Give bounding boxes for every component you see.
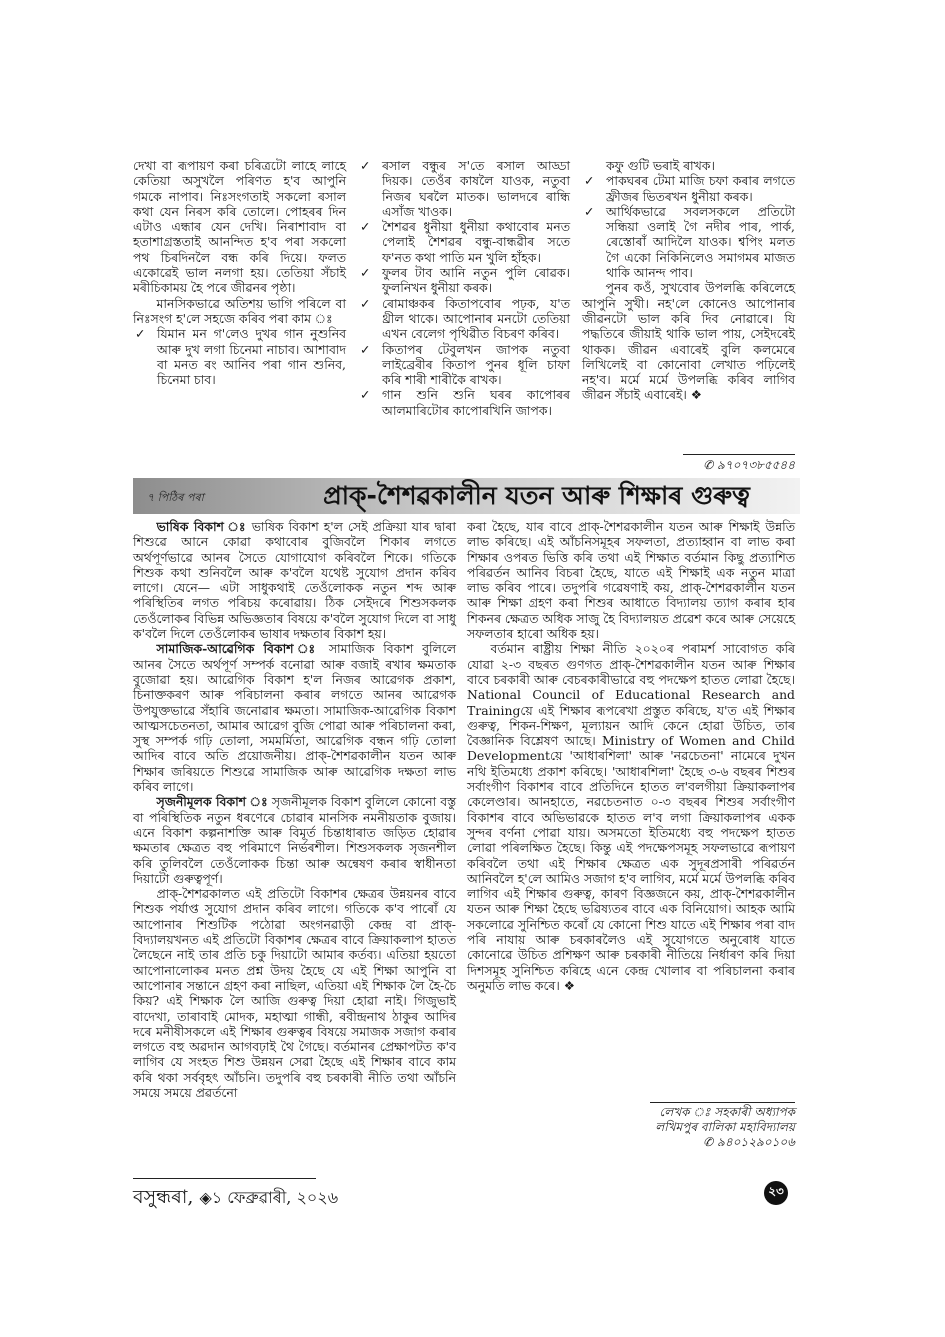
checklist-text: গান শুনি শুনি ঘৰৰ কাপোৰৰ আলমাৰিটোৰ কাপোৰখিনি জাপক। — [382, 387, 570, 418]
publication-name: বসুন্ধৰা, — [133, 1186, 194, 1208]
author-phone: ✆ ৯৪০১২৯০১০৬ — [703, 1135, 795, 1149]
paragraph: দেখা বা ৰূপায়ণ কৰা চৰিত্ৰটো লাহে লাহে কেতিয়া অসুখলৈ পৰিণত হ'ব আপুনি গমকে নাপাব। নিঃসংগতাই সকলো ৰসাল কথা যেন নিৰস কৰি তোলে। পোহৰৰ দিন এটাও এন্ধাৰ যেন দেখি। নিৰাশাবাদ বা হতাশাগ্ৰস্ততাই আনন্দিত হ'ব পৰা সকলো পথ চিৰদিনলৈ বন্ধ কৰি দিয়ে। ফলত একোৱেই ভাল নলগা হয়। তেতিয়া সঁচাই মৰীচিকাময় হৈ পৰে জীৱনৰ পৃষ্ঠা। — [133, 158, 346, 296]
paragraph — [133, 519, 456, 641]
check-icon: ✓ — [360, 219, 371, 235]
check-icon: ✓ — [584, 203, 595, 219]
check-icon: ✓ — [360, 295, 371, 311]
paragraph: কৰা হৈছে, যাৰ বাবে প্ৰাক্-শৈশৱকালীন যতন আৰু শিক্ষাই উন্নতি লাভ কৰিছে। এই আঁচনিসমূহৰ সফলতা, প্ৰত্যাহ্বান বা লাভ কৰা শিক্ষাৰ ওপৰত ভিত্তি কৰি তথা এই শিক্ষাত বৰ্তমান কিছু প্ৰত্যাশিত পৰিৱৰ্তন আনিব বিচৰা হৈছে, যাতে এই শিক্ষাই এক নতুন মাত্ৰা লাভ কৰিব পাৰে। তদুপৰি গৱেষণাই কয়, প্ৰাক্-শৈশৱকালীন যতন আৰু শিক্ষা গ্ৰহণ কৰা শিশুৰ আধাতে বিদ্যালয় ত্যাগ কৰাৰ হাৰ শিকনৰ ক্ষেত্ৰত অধিক সাজু হৈ বিদ্যালয়ত প্ৰৱেশ কৰে আৰু সেয়েহে সফলতাৰ হাৰো অধিক হয়। — [467, 519, 795, 642]
checklist-text: আৰ্থিকভাৱে সবলসকলে প্ৰতিটো সন্ধিয়া ওলাই গৈ নদীৰ পাৰ, পাৰ্ক, ৰেস্তোৰাঁ আদিলৈ যাওক। শ্বপিং মলত গৈ একো নিকিনিলেও সমাগমৰ মাজত থাকি আনন্দ পাব। — [606, 203, 795, 281]
divider — [650, 1102, 795, 1103]
author-credit — [600, 1105, 795, 1150]
continued-from-label: ৭ পিঠিৰ পৰা — [147, 491, 204, 504]
checklist-text: পাকঘৰৰ টেমা মাজি চফা কৰাৰ লগতে ফ্ৰীজৰ ভিতৰখন ধুনীয়া কৰক। — [606, 173, 795, 204]
checklist-item — [358, 387, 570, 418]
paragraph-text: সৃজনীমূলক বিকাশ বুলিলে কোনো বস্তু বা পৰিস্থিতিক নতুন ধৰণেৰে চোৱাৰ মানসিক নমনীয়তাক বুজায়। এনে বিকাশ কল্পনাশক্তি আৰু বিমূৰ্ত চিন্তাধাৰাত জড়িত হোৱাৰ ক্ষমতাৰ ক্ষেত্ৰত বহু পৰিমাণে নিৰ্ভৰশীল। শিশুসকলক সৃজনশীল কৰি তুলিবলৈ তেওঁলোকক চিন্তা আৰু অন্বেষণ কৰাৰ স্বাধীনতা দিয়াটো গুৰুত্বপূৰ্ণ। — [133, 794, 457, 886]
article-column-left — [133, 519, 456, 1100]
paragraph-text: ভাষিক বিকাশ হ'ল সেই প্ৰক্ৰিয়া যাৰ দ্বাৰা শিশুৱে আনে কোৱা কথাবোৰ বুজিবলৈ শিকাৰ লগতে অৰ্থপূৰ্ণভাৱে আনৰ সৈতে যোগাযোগ কৰিবলৈ শিকে। গতিকে শিশুক কথা শুনিবলৈ আৰু ক'বলৈ যথেষ্ট সুযোগ প্ৰদান কৰিব লাগে। যেনে— এটা সাধুকথাই তেওঁলোকক নতুন শব্দ আৰু পৰিস্থিতিৰ লগত পৰিচয় কৰোৱায়। ঠিক সেইদৰে শিশুসকলক তেওঁলোকৰ বিভিন্ন অভিজ্ঞতাৰ বিষয়ে ক'বলৈ সুযোগ দিলে বা সাধু ক'বলৈ দিলে তেওঁলোকৰ ভাষাৰ দক্ষতাৰ বিকাশ হয়। — [133, 519, 457, 642]
paragraph — [133, 794, 456, 886]
section-heading: সামাজিক-আৱেগিক বিকাশ ঃ — [156, 641, 321, 657]
checklist-item — [582, 204, 795, 280]
paragraph-text: সামাজিক বিকাশ বুলিলে আনৰ সৈতে অৰ্থপূৰ্ণ সম্পৰ্ক বনোৱা আৰু বজাই ৰখাৰ ক্ষমতাক বুজোৱা হয়। আৱেগিক বিকাশ হ'ল নিজৰ আৱেগক প্ৰকাশ, চিনাক্তকৰণ আৰু পৰিচালনা কৰাৰ লগতে আনৰ আৱেগক উপযুক্তভাৱে সঁহাৰি জনোৱাৰ ক্ষমতা। সামাজিক-আৱেগিক বিকাশ আত্মসচেতনতা, আমাৰ আৱেগ বুজি পোৱা আৰু পৰিচালনা কৰা, সুস্থ সম্পৰ্ক গঢ়ি তোলা, সমমৰ্মিতা, আৱেগিক বন্ধন গঢ়ি তোলা আদিৰ বাবে অতি প্ৰয়োজনীয়। প্ৰাক্-শৈশৱকালীন যতন আৰু শিক্ষাৰ জৰিয়তে শিশুৱে সামাজিক আৰু আৱেগিক দক্ষতা লাভ কৰিব লাগে। — [133, 641, 456, 795]
top-column-2 — [358, 158, 570, 418]
checklist-item — [358, 296, 570, 342]
page-number: ২৩ — [764, 1181, 788, 1205]
paragraph — [133, 641, 456, 794]
check-icon: ✓ — [360, 387, 371, 403]
checklist-item — [133, 326, 346, 387]
checklist-item — [358, 219, 570, 265]
check-icon: ✓ — [584, 173, 595, 189]
checklist-text: ৰোমাঞ্চকৰ কিতাপবোৰ পঢ়ক, য'ত থ্ৰীল থাকে। আপোনাৰ মনটো তেতিয়া এখন বেলেগ পৃথিৱীত বিচৰণ কৰিব। — [382, 295, 570, 342]
checklist-text: কিতাপৰ টেবুলখন জাপক নতুবা লাইব্ৰেৰীৰ কিতাপ পুনৰ ধূলি চাফা কৰি শাৰী শাৰীকৈ ৰাখক। — [382, 341, 570, 388]
paragraph: পুনৰ কওঁ, সুখবোৰ উপলব্ধি কৰিলেহে আপুনি সুখী। নহ'লে কোনেও আপোনাৰ জীৱনটো ভাল কৰি দিব নোৱাৰে। যি পদ্ধতিৰে জীয়াই থাকি ভাল পায়, সেইদৰেই থাকক। জীৱন এবাৰেই বুলি কলমেৰে লিখিলেই বা কোনোবা লেখাত পঢ়িলেই নহ'ব। মৰ্মে মৰ্মে উপলব্ধি কৰিব লাগিব জীৱন সঁচাই এবাৰেই। ❖ — [582, 280, 795, 403]
checklist-continuation: কফু গুটি ভৰাই ৰাখক। — [606, 158, 715, 173]
section-heading: সৃজনীমূলক বিকাশ ঃ — [156, 794, 268, 810]
top-column-1 — [133, 158, 346, 387]
footer-divider — [133, 1178, 316, 1179]
article-title: প্ৰাক্-শৈশৱকালীন যতন আৰু শিক্ষাৰ গুৰুত্ব — [323, 481, 750, 510]
checklist-item — [358, 265, 570, 296]
checklist-item — [358, 342, 570, 388]
author-institution: লখিমপুৰ বালিকা মহাবিদ্যালয় — [655, 1120, 795, 1134]
checklist-text: যিমান মন গ'লেও দুখৰ গান নুশুনিব আৰু দুখ লগা চিনেমা নাচাব। আশাবাদ বা মনত ৰং আনিব পৰা গান শুনিব, চিনেমা চাব। — [157, 326, 346, 388]
checklist-item — [358, 158, 570, 219]
paragraph: বৰ্তমান ৰাষ্ট্ৰীয় শিক্ষা নীতি ২০২০ৰ পৰামৰ্শ সাবোগত কৰি যোৱা ২-৩ বছৰত গুণগত প্ৰাক্-শৈশৱকালীন যতন আৰু শিক্ষাৰ বাবে চৰকাৰী আৰু বেচৰকাৰীভাৱে বহু পদক্ষেপ হাতত লোৱা হৈছে। National Council of Educational Research and Trainingয়ে এই শিক্ষাৰ ৰূপৰেখা প্ৰস্তুত কৰিছে, য'ত এই শিক্ষাৰ গুৰুত্ব, শিকন-শিক্ষণ, মূল্যায়ন আদি কেনে হোৱা উচিত, তাৰ বৈজ্ঞানিক বিশ্লেষণ আছে। Ministry of Women and Child Developmentয়ে 'আধাৰশিলা' আৰু 'নৱচেতনা' নামেৰে দুখন নথি ইতিমধ্যে প্ৰকাশ কৰিছে। 'আধাৰশিলা' হৈছে ৩-৬ বছৰৰ শিশুৰ সৰ্বাংগীণ বিকাশৰ বাবে প্ৰতিদিনে হাতত ল'বলগীয়া ক্ৰিয়াকলাপৰ কেলেণ্ডাৰ। আনহাতে, নৱচেতনাত ০-৩ বছৰৰ শিশুৰ সৰ্বাংগীণ বিকাশৰ বাবে অভিভাৱকে হাতত ল'ব লগা ক্ৰিয়াকলাপৰ একক সুন্দৰ বৰ্ণনা পোৱা যায়। অসমতো ইতিমধ্যে বহু পদক্ষেপ হাতত লোৱা পৰিলক্ষিত হৈছে। কিন্তু এই পদক্ষেপসমূহ সফলভাৱে ৰূপায়ণ কৰিবলৈ তথা এই শিক্ষাৰ ক্ষেত্ৰত এক সুদূৰপ্ৰসাৰী পৰিৱৰ্তন আনিবলৈ হ'লে আমিও সজাগ হ'ব লাগিব, মৰ্মে মৰ্মে উপলব্ধি কৰিব লাগিব এই শিক্ষাৰ গুৰুত্ব, কাৰণ বিজ্ঞজনে কয়, প্ৰাক্-শৈশৱকালীন যতন আৰু শিক্ষা হৈছে ভৱিষ্যতৰ বাবে এক বিনিয়োগ। আহক আমি সকলোৱে সুনিশ্চিত কৰোঁ যে কোনো শিশু যাতে এই শিক্ষাৰ পৰা বাদ পৰি নাযায় আৰু চৰকাৰলৈও এই সুযোগতে অনুৰোধ যাতে কোনোৱে উচিত প্ৰশিক্ষণ আৰু চৰকাৰী নীতিয়ে নিৰ্ধাৰণ কৰি দিয়া দিশসমূহ সুনিশ্চিত কৰিহে এনে কেন্দ্ৰ খোলাৰ বা পৰিচালনা কৰাৰ অনুমতি লাভ কৰে। ❖ — [467, 641, 795, 993]
checklist-text: ৰসাল বন্ধুৰ স'তে ৰসাল আড্ডা দিয়ক। তেওঁৰ কাষলৈ যাওক, নতুবা নিজৰ ঘৰলৈ মাতক। ভালদৰে ৰান্ধি এসাঁজ খাওক। — [382, 158, 570, 219]
author-designation: লেখক ঃ সহকাৰী অধ্যাপক — [659, 1105, 795, 1119]
checklist-item — [582, 173, 795, 204]
paragraph — [133, 886, 456, 1100]
check-icon: ✓ — [135, 326, 146, 342]
article-header-banner — [133, 478, 800, 514]
phone-number: ✆ ৯৭০৭৩৮৫৫৪৪ — [703, 458, 795, 472]
section-heading: ভাষিক বিকাশ ঃ — [156, 519, 247, 534]
check-icon: ✓ — [360, 158, 371, 173]
paragraph-text: প্ৰাক্-শৈশৱকালত এই প্ৰতিটো বিকাশৰ ক্ষেত্ৰৰ উন্নয়নৰ বাবে শিশুক পৰ্যাপ্ত সুযোগ প্ৰদান কৰিব লাগে। গতিকে ক'ব পাৰোঁ যে আপোনাৰ শিশুটিক পঠোৱা অংগনৱাড়ী কেন্দ্ৰ বা প্ৰাক্-বিদ্যালয়খনত এই প্ৰতিটো বিকাশৰ ক্ষেত্ৰৰ বাবে ক্ৰিয়াকলাপ হাতত লৈছেনে নাই তাৰ প্ৰতি চকু দিয়াটো আমাৰ কৰ্তব্য। এতিয়া হয়তো আপোনালোকৰ মনত প্ৰশ্ন উদয় হৈছে যে এই শিক্ষা আপুনি বা আপোনাৰ সন্তানে গ্ৰহণ কৰা নাছিল, এতিয়া এই শিক্ষাক লৈ হৈ-চৈ কিয়? এই শিক্ষাক লৈ আজি গুৰুত্ব দিয়া হোৱা নাই। গিজুভাই বাদেখা, তাৰাবাই মোদক, মহাত্মা গান্ধী, ৰবীন্দ্ৰনাথ ঠাকুৰ আদিৰ দৰে মনীষীসকলে এই শিক্ষাৰ গুৰুত্বৰ বিষয়ে সমাজক সজাগ কৰাৰ লগতে বহু অৱদান আগবঢ়াই থৈ গৈছে। বৰ্তমানৰ প্ৰেক্ষাপটত ক'ব লাগিব যে সংহত শিশু উন্নয়ন সেৱা হৈছে এই শিক্ষাৰ বাবে কাম কৰি থকা সৰ্ববৃহৎ আঁচনি। তদুপৰি বহু চৰকাৰী নীতি তথা আঁচনি সময়ে সময়ে প্ৰৱৰ্তনো — [133, 886, 456, 1100]
checklist-text: শৈশৱৰ ধুনীয়া ধুনীয়া কথাবোৰ মনত পেলাই শৈশৱৰ বন্ধু-বান্ধৱীৰ সতে ফ'নত কথা পাতি মন খুলি হাঁহক। — [382, 219, 570, 265]
check-icon: ✓ — [360, 265, 371, 281]
footer-publication — [133, 1183, 338, 1215]
article-column-right — [467, 519, 795, 993]
check-icon: ✓ — [360, 341, 371, 357]
top-column-3 — [582, 158, 795, 403]
issue-date: ◈১ ফেব্ৰুৱাৰী, ২০২৬ — [199, 1188, 339, 1207]
paragraph: মানসিকভাৱে অতিশয় ভাগি পৰিলে বা নিঃসংগ হ'লে সহজে কৰিব পৰা কাম ঃ — [133, 295, 346, 326]
divider — [683, 454, 795, 455]
checklist-text: ফুলৰ টাব আনি নতুন পুলি ৰোৱক। ফুলনিখন ধুনীয়া কৰক। — [382, 265, 570, 296]
